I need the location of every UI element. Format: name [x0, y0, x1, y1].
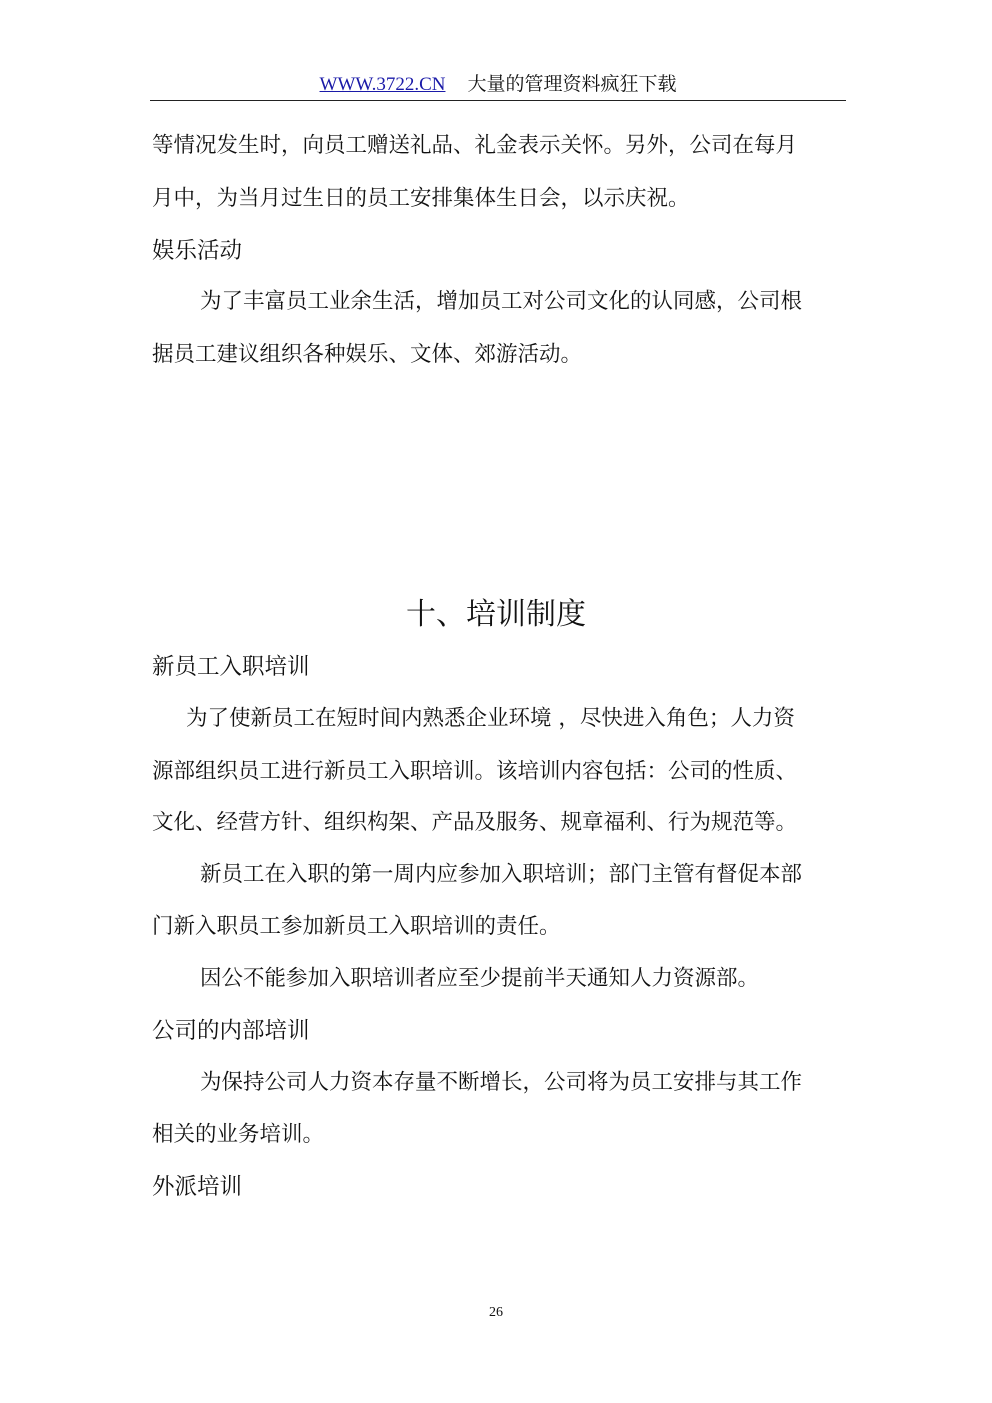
- entertainment-heading: 娱乐活动: [152, 238, 243, 264]
- header-url-link[interactable]: WWW.3722.CN: [319, 74, 446, 95]
- new-employee-p1-line-2: 源部组织员工进行新员工入职培训。该培训内容包括：公司的性质、: [152, 759, 798, 784]
- new-employee-p1-line-3: 文化、经营方针、组织构架、产品及服务、规章福利、行为规范等。: [152, 810, 798, 835]
- section-title: 十、培训制度: [406, 597, 586, 632]
- external-training-heading: 外派培训: [152, 1174, 243, 1200]
- new-employee-heading: 新员工入职培训: [152, 654, 310, 680]
- header-divider: [150, 100, 846, 101]
- new-employee-p3-line-1: 因公不能参加入职培训者应至少提前半天通知人力资源部。: [200, 966, 760, 991]
- internal-training-line-2: 相关的业务培训。: [152, 1122, 325, 1147]
- intro-line-2: 月中，为当月过生日的员工安排集体生日会，以示庆祝。: [152, 186, 690, 211]
- new-employee-p1-line-1: 为了使新员工在短时间内熟悉企业环境 ，尽快进入角色；人力资: [186, 706, 795, 731]
- page-header: [150, 72, 846, 97]
- page-number: 26: [489, 1305, 503, 1320]
- entertainment-line-1: 为了丰富员工业余生活，增加员工对公司文化的认同感，公司根: [200, 289, 803, 314]
- intro-line-1: 等情况发生时，向员工赠送礼品、礼金表示关怀。另外，公司在每月: [152, 133, 798, 158]
- internal-training-heading: 公司的内部培训: [152, 1018, 310, 1044]
- new-employee-p2-line-1: 新员工在入职的第一周内应参加入职培训；部门主管有督促本部: [200, 862, 803, 887]
- entertainment-line-2: 据员工建议组织各种娱乐、文体、郊游活动。: [152, 342, 583, 367]
- new-employee-p2-line-2: 门新入职员工参加新员工入职培训的责任。: [152, 914, 561, 939]
- internal-training-line-1: 为保持公司人力资本存量不断增长，公司将为员工安排与其工作: [200, 1070, 803, 1095]
- header-slogan: 大量的管理资料疯狂下载: [467, 73, 677, 95]
